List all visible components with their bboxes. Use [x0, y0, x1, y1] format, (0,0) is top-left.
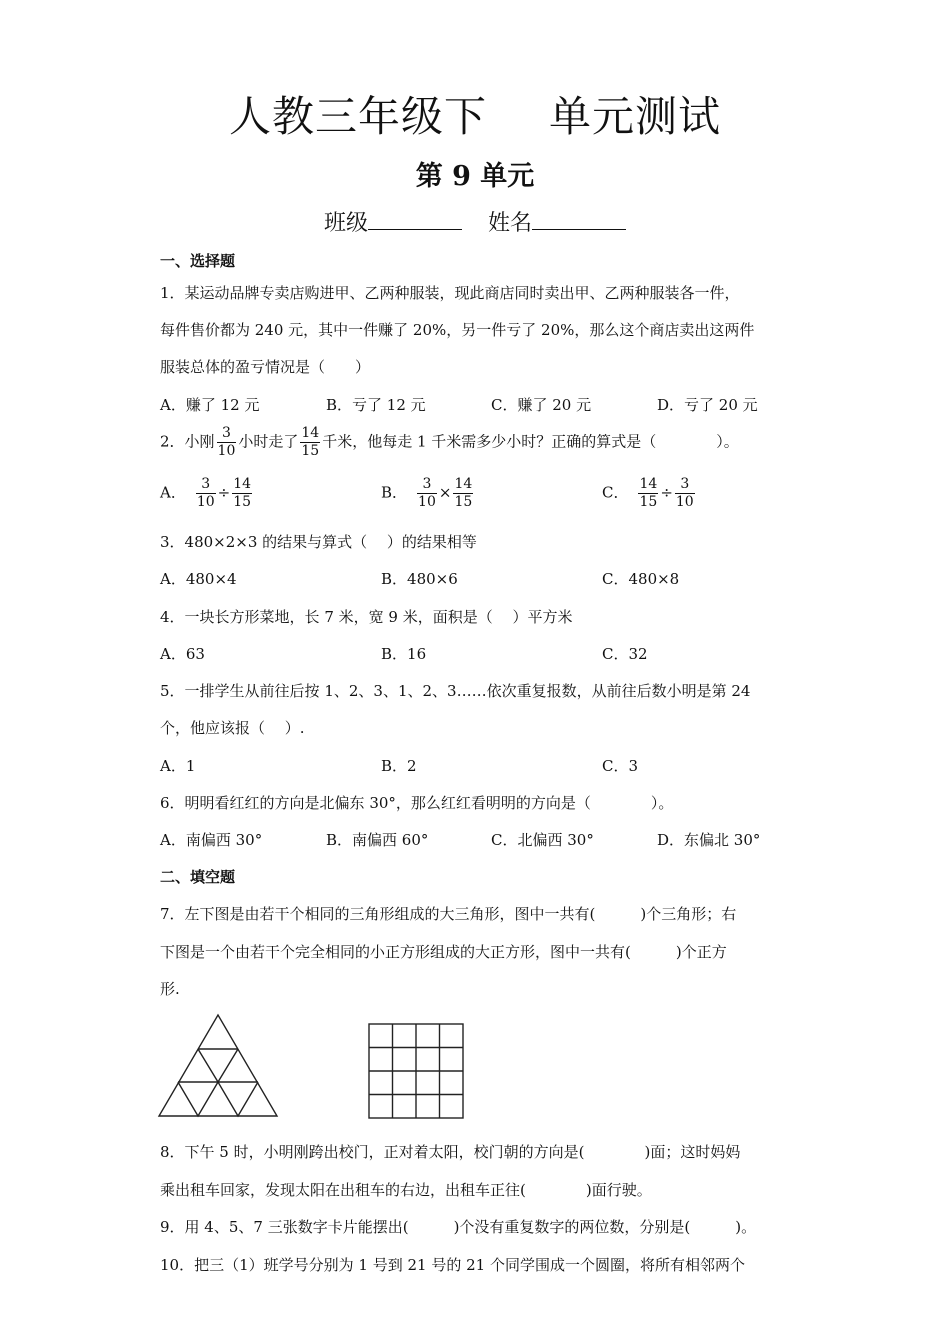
q3-option-c[interactable]: C．480×8 — [602, 570, 680, 588]
q6-option-a[interactable]: A．南偏西 30° — [160, 831, 263, 849]
q1-line1: 1．某运动品牌专卖店购进甲、乙两种服装，现此商店同时卖出甲、乙两种服装各一件， — [160, 284, 740, 302]
triangle-figure — [156, 1012, 280, 1118]
q2-text-1: 2．小刚 — [160, 432, 215, 451]
q4-option-b[interactable]: B．16 — [381, 645, 427, 663]
q6-option-b[interactable]: B．南偏西 60° — [326, 831, 429, 849]
class-name-line — [0, 206, 950, 237]
q2-text-2: 小时走了 — [238, 432, 299, 451]
q4-question: 4．一块长方形菜地，长 7 米，宽 9 米，面积是（ ）平方米 — [160, 608, 573, 626]
section-fill: 二、填空题 — [160, 868, 236, 886]
q5-line2: 个，他应该报（ ）. — [160, 719, 305, 737]
q7-line2: 下图是一个由若干个完全相同的小正方形组成的大正方形，图中一共有( )个正方 — [160, 943, 727, 961]
q9-question: 9．用 4、5、7 三张数字卡片能摆出( )个没有重复数字的两位数，分别是( )。 — [160, 1218, 757, 1236]
q1-option-d[interactable]: D．亏了 20 元 — [657, 396, 758, 414]
q1-line2: 每件售价都为 240 元，其中一件赚了 20%，另一件亏了 20%，那么这个商店卖出这两件 — [160, 321, 755, 339]
q2-option-b[interactable]: B． $\frac{3}{10}$ × $\frac{14}{15}$ — [381, 476, 473, 510]
class-label: 班级 — [323, 211, 368, 236]
q5-option-b[interactable]: B．2 — [381, 757, 417, 775]
q2-option-a[interactable]: A． $\frac{3}{10}$ ÷ $\frac{14}{15}$ — [160, 476, 252, 510]
q4-option-a[interactable]: A．63 — [160, 645, 205, 663]
q3-question: 3．480×2×3 的结果与算式（ ）的结果相等 — [160, 533, 477, 551]
q1-option-b[interactable]: B．亏了 12 元 — [326, 396, 426, 414]
q2-question — [160, 425, 739, 460]
q4-option-c[interactable]: C．32 — [602, 645, 648, 663]
q8-line1: 8．下午 5 时，小明刚跨出校门，正对着太阳，校门朝的方向是( )面；这时妈妈 — [160, 1143, 741, 1161]
q8-line2: 乘出租车回家，发现太阳在出租车的右边，出租车正往( )面行驶。 — [160, 1181, 652, 1199]
title-left: 人教三年级下 — [228, 92, 487, 141]
title-right: 单元测试 — [549, 92, 722, 141]
name-blank[interactable] — [532, 207, 626, 230]
q2-fraction-2: $\frac{14}{15}$ — [301, 425, 320, 459]
q2-text-3: 千米，他每走 1 千米需多少小时？正确的算式是（ ）。 — [322, 432, 739, 451]
q1-option-a[interactable]: A．赚了 12 元 — [160, 396, 260, 414]
q10-line1: 10．把三（1）班学号分别为 1 号到 21 号的 21 个同学围成一个圆圈，将所有相邻两个 — [160, 1256, 745, 1274]
q7-line3: 形. — [160, 980, 180, 998]
q3-option-a[interactable]: A．480×4 — [160, 570, 237, 588]
q6-option-d[interactable]: D．东偏北 30° — [657, 831, 761, 849]
q1-option-c[interactable]: C．赚了 20 元 — [491, 396, 592, 414]
section-choice: 一、选择题 — [160, 252, 236, 270]
q5-option-c[interactable]: C．3 — [602, 757, 639, 775]
page-title — [0, 84, 950, 144]
q1-line3: 服装总体的盈亏情况是（ ） — [160, 358, 371, 376]
q5-line1: 5．一排学生从前往后按 1、2、3、1、2、3……依次重复报数，从前往后数小明是第 24 — [160, 682, 751, 700]
q3-option-b[interactable]: B．480×6 — [381, 570, 458, 588]
q7-line1: 7．左下图是由若干个相同的三角形组成的大三角形，图中一共有( )个三角形；右 — [160, 905, 737, 923]
q5-option-a[interactable]: A．1 — [160, 757, 196, 775]
square-grid-figure — [367, 1022, 465, 1120]
q6-option-c[interactable]: C．北偏西 30° — [491, 831, 594, 849]
q6-question: 6．明明看红红的方向是北偏东 30°，那么红红看明明的方向是（ ）。 — [160, 794, 674, 812]
q2-fraction-1: $\frac{3}{10}$ — [217, 425, 236, 459]
unit-title: 第 9 单元 — [415, 161, 535, 192]
name-label: 姓名 — [488, 211, 533, 236]
q2-option-c[interactable]: C． $\frac{14}{15}$ ÷ $\frac{3}{10}$ — [602, 476, 694, 510]
class-blank[interactable] — [368, 207, 462, 230]
